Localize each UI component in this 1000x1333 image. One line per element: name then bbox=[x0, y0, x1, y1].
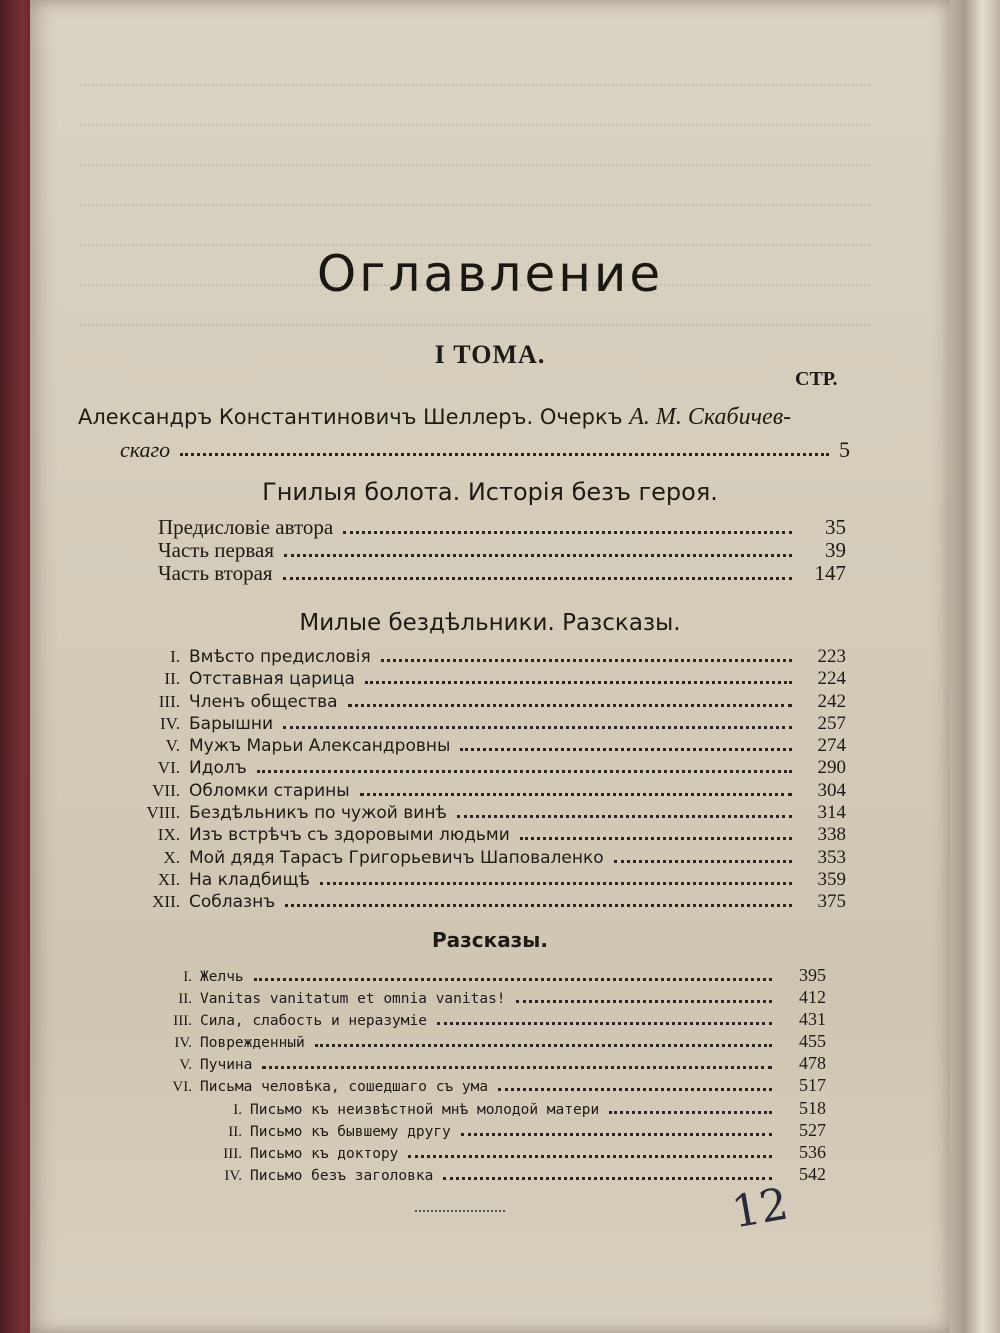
author-entry-page: 5 bbox=[839, 437, 850, 462]
toc-entry-number: XI. bbox=[157, 869, 180, 889]
toc-entry bbox=[130, 646, 846, 668]
toc-entry bbox=[130, 802, 846, 824]
toc-entry-label: Письмо къ неизвѣстной мнѣ молодой матери bbox=[250, 1101, 600, 1118]
toc-entry-page: 412 bbox=[799, 987, 826, 1008]
dot-leader bbox=[520, 837, 792, 840]
toc-entry-page: 242 bbox=[817, 690, 846, 712]
toc-entry-label: Членъ общества bbox=[189, 691, 338, 712]
page-title: Оглавление bbox=[316, 245, 664, 303]
volume-subtitle: I ТОМА. bbox=[434, 340, 546, 369]
toc-entry-label: Пучина bbox=[200, 1057, 253, 1074]
toc-entry-number: III. bbox=[173, 1013, 192, 1030]
toc-entry-page: 274 bbox=[817, 735, 846, 757]
toc-entry-number: I. bbox=[170, 647, 180, 666]
author-entry-italic: А. М. Скабичев- bbox=[629, 404, 792, 430]
dot-leader bbox=[285, 904, 792, 907]
toc-entry bbox=[130, 780, 846, 802]
dot-leader bbox=[283, 577, 792, 580]
dot-leader bbox=[443, 1177, 772, 1180]
book-page bbox=[30, 0, 950, 1333]
toc-entry-number: X. bbox=[163, 847, 180, 867]
dot-leader bbox=[284, 554, 792, 557]
toc-entry-page: 223 bbox=[817, 646, 846, 667]
toc-entry-label: Вмѣсто предисловія bbox=[189, 647, 371, 667]
toc-entry-label: Мой дядя Тарасъ Григорьевичъ Шаповаленко bbox=[189, 847, 604, 868]
toc-entry bbox=[158, 562, 846, 585]
toc-entry-page: 353 bbox=[817, 846, 846, 868]
toc-entry-label: Изъ встрѣчъ съ здоровыми людьми bbox=[189, 825, 510, 846]
section-heading: Разсказы. bbox=[431, 928, 548, 952]
toc-entry bbox=[130, 891, 846, 913]
toc-entry-number: V. bbox=[165, 736, 180, 756]
end-rule bbox=[415, 1210, 505, 1212]
author-entry-continuation: скаго bbox=[120, 437, 171, 462]
toc-entry-page: 518 bbox=[799, 1097, 826, 1118]
dot-leader bbox=[461, 1133, 772, 1136]
toc-entry-page: 375 bbox=[817, 891, 846, 913]
toc-entry bbox=[150, 1142, 826, 1164]
dot-leader bbox=[437, 1022, 772, 1025]
toc-entry-number: IV. bbox=[224, 1167, 242, 1184]
toc-entry bbox=[130, 668, 846, 690]
toc-entry-page: 431 bbox=[799, 1009, 826, 1030]
dot-leader bbox=[614, 860, 792, 863]
toc-entry-label: Сила, слабость и неразуміе bbox=[200, 1013, 427, 1030]
dot-leader bbox=[609, 1111, 772, 1114]
page-column-header: СТР. bbox=[795, 368, 838, 390]
toc-entry-page: 257 bbox=[817, 712, 846, 734]
dot-leader bbox=[408, 1155, 772, 1158]
section-heading: Гнилыя болота. Исторія безъ героя. bbox=[262, 478, 718, 506]
toc-entry-page: 39 bbox=[825, 538, 846, 562]
toc-entry-label: Письмо безъ заголовка bbox=[250, 1167, 434, 1184]
dot-leader bbox=[180, 437, 829, 456]
toc-entry bbox=[150, 1098, 826, 1120]
toc-entry bbox=[158, 539, 846, 562]
dot-leader bbox=[348, 704, 792, 707]
toc-list-section3 bbox=[150, 965, 826, 1186]
toc-entry bbox=[130, 824, 846, 846]
dot-leader bbox=[257, 770, 792, 773]
toc-entry-number: I. bbox=[233, 1101, 242, 1118]
toc-entry bbox=[130, 757, 846, 779]
toc-entry-label: Письмо къ доктору bbox=[250, 1145, 399, 1162]
toc-entry-label: Письмо къ бывшему другу bbox=[250, 1123, 451, 1140]
dot-leader bbox=[320, 882, 792, 885]
dot-leader bbox=[360, 793, 792, 796]
dot-leader bbox=[283, 726, 792, 729]
toc-entry-page: 147 bbox=[814, 561, 846, 585]
toc-entry-number: VI. bbox=[157, 758, 180, 778]
toc-entry-page: 395 bbox=[799, 965, 826, 985]
toc-entry-label: Поврежденный bbox=[200, 1035, 305, 1052]
toc-list-section1 bbox=[158, 516, 846, 585]
dot-leader bbox=[262, 1066, 772, 1069]
toc-entry bbox=[158, 516, 846, 539]
toc-entry bbox=[150, 1120, 826, 1142]
toc-entry bbox=[130, 869, 846, 891]
toc-entry-number: VI. bbox=[172, 1079, 192, 1096]
toc-entry-label: Часть вторая bbox=[158, 561, 273, 585]
toc-entry-number: II. bbox=[228, 1123, 242, 1140]
dot-leader bbox=[381, 659, 792, 662]
toc-entry-label: На кладбищѣ bbox=[189, 869, 310, 890]
author-entry bbox=[78, 403, 848, 431]
toc-entry-label: Барышни bbox=[189, 713, 274, 734]
toc-entry-number: I. bbox=[183, 969, 192, 985]
toc-entry-number: VIII. bbox=[146, 803, 180, 823]
dot-leader bbox=[460, 748, 792, 751]
toc-entry bbox=[150, 965, 826, 987]
toc-entry-label: Идолъ bbox=[189, 758, 247, 779]
toc-entry-label: Vanitas vanitatum et omnia vanitas! bbox=[200, 991, 506, 1008]
dot-leader bbox=[457, 815, 792, 818]
toc-entry-page: 517 bbox=[799, 1075, 826, 1096]
toc-entry-label: Бездѣльникъ по чужой винѣ bbox=[189, 803, 447, 824]
toc-entry-number: III. bbox=[223, 1145, 242, 1162]
toc-entry bbox=[150, 1075, 826, 1097]
toc-entry-label: Обломки старины bbox=[189, 780, 350, 801]
toc-entry-page: 536 bbox=[799, 1141, 826, 1162]
toc-entry-number: XII. bbox=[152, 892, 180, 912]
toc-entry bbox=[150, 1031, 826, 1053]
toc-entry bbox=[150, 1009, 826, 1031]
dot-leader bbox=[315, 1044, 772, 1047]
toc-entry-page: 304 bbox=[817, 779, 846, 801]
toc-entry-label: Предисловіе автора bbox=[158, 515, 334, 539]
toc-entry-label: Письма человѣка, сошедшаго съ ума bbox=[200, 1079, 489, 1096]
toc-entry-label: Мужъ Марьи Александровны bbox=[189, 736, 451, 757]
toc-entry-number: VII. bbox=[152, 780, 180, 800]
toc-entry-number: IV. bbox=[160, 713, 180, 733]
toc-entry-page: 478 bbox=[799, 1053, 826, 1074]
toc-entry bbox=[130, 847, 846, 869]
dot-leader bbox=[498, 1088, 772, 1091]
toc-entry-number: II. bbox=[164, 669, 180, 689]
toc-entry bbox=[130, 713, 846, 735]
toc-entry bbox=[150, 987, 826, 1009]
section-heading: Милые бездѣльники. Разсказы. bbox=[299, 610, 681, 636]
toc-entry-page: 542 bbox=[799, 1163, 826, 1184]
toc-entry-label: Соблазнъ bbox=[189, 892, 276, 913]
toc-entry-number: IV. bbox=[174, 1035, 192, 1052]
toc-entry-number: II. bbox=[178, 991, 192, 1008]
toc-entry bbox=[130, 735, 846, 757]
toc-entry-page: 224 bbox=[817, 668, 846, 690]
toc-entry-page: 35 bbox=[825, 515, 846, 539]
toc-entry bbox=[150, 1053, 826, 1075]
toc-entry bbox=[150, 1164, 826, 1186]
toc-entry-label: Часть первая bbox=[158, 538, 274, 562]
toc-entry-page: 527 bbox=[799, 1119, 826, 1140]
dot-leader bbox=[516, 1000, 772, 1003]
dot-leader bbox=[254, 978, 772, 981]
toc-list-section2 bbox=[130, 646, 846, 914]
toc-entry bbox=[130, 691, 846, 713]
toc-entry-page: 314 bbox=[817, 802, 846, 824]
toc-entry-number: V. bbox=[179, 1057, 192, 1074]
dot-leader bbox=[365, 681, 792, 684]
toc-entry-number: IX. bbox=[157, 825, 180, 845]
toc-entry-label: Желчь bbox=[200, 969, 244, 985]
author-entry-continuation-line bbox=[120, 437, 850, 463]
toc-entry-label: Отставная царица bbox=[189, 669, 355, 690]
author-entry-text: Александръ Константиновичъ Шеллеръ. Очеркъ bbox=[78, 405, 623, 429]
toc-entry-page: 359 bbox=[817, 868, 846, 890]
toc-entry-page: 338 bbox=[817, 824, 846, 846]
toc-entry-page: 455 bbox=[799, 1031, 826, 1052]
handwritten-mark: 12 bbox=[727, 1178, 793, 1239]
dot-leader bbox=[343, 531, 792, 534]
toc-entry-number: III. bbox=[158, 691, 180, 711]
toc-entry-page: 290 bbox=[817, 757, 846, 779]
